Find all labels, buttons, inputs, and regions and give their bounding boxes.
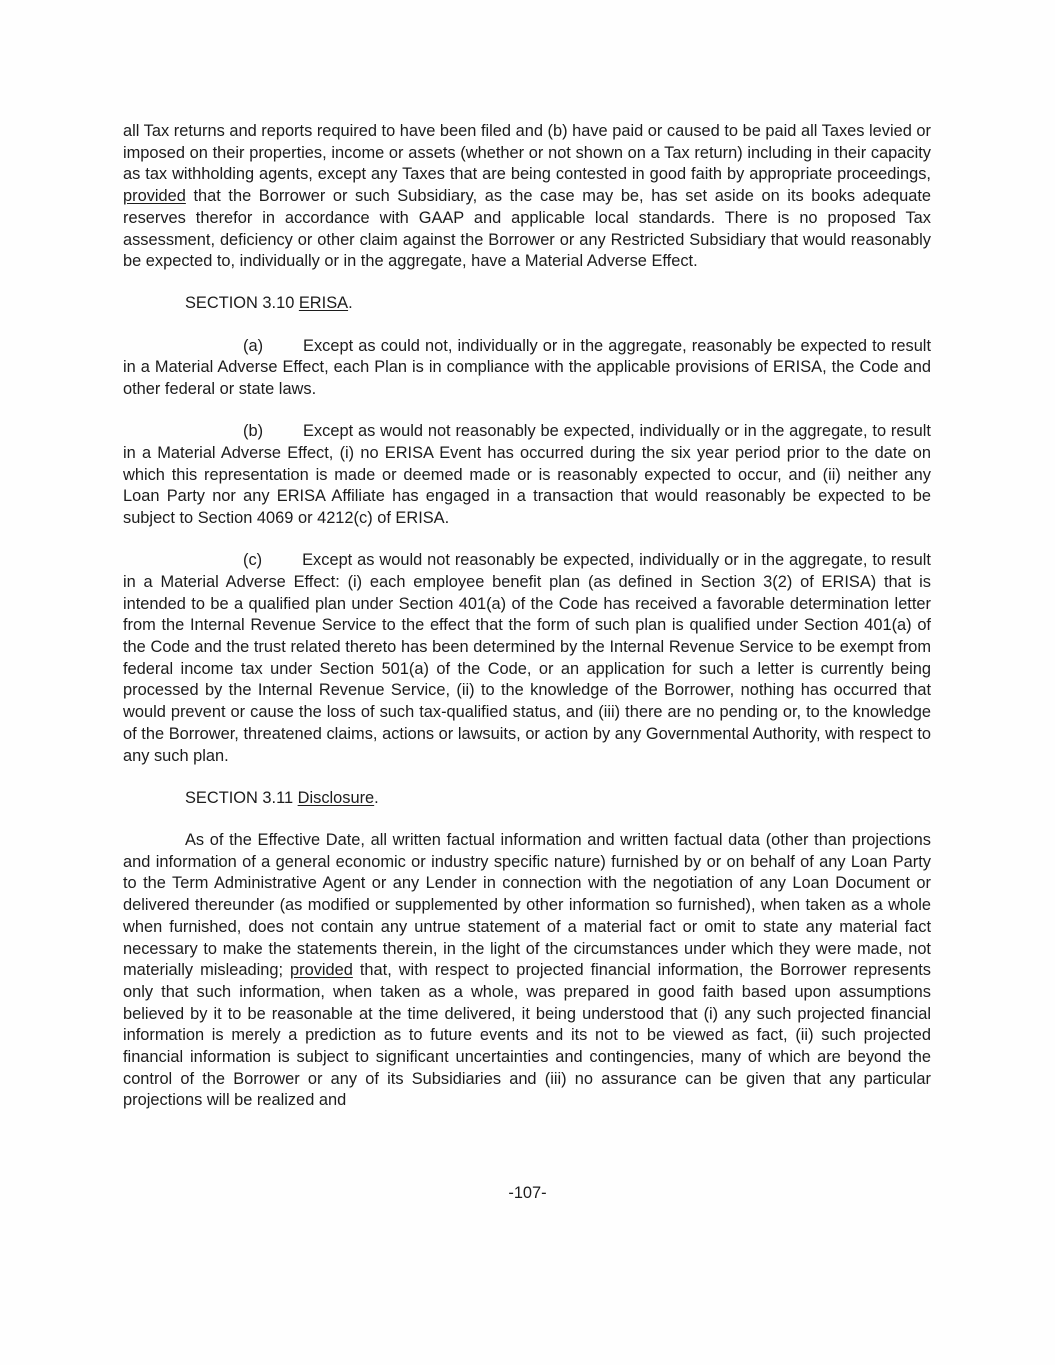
underlined-term: ERISA	[298, 294, 349, 313]
section-3-10-heading	[123, 293, 931, 315]
clause-a	[123, 336, 931, 401]
page-footer	[0, 1183, 1055, 1205]
text-run: As of the Effective Date, all written factual information and written factual data (other than projections and information of a general economic or industry specific nature) furnished by or on behalf of any Loan Party to the Term Administrative Agent or any Lender in connection with the negotiation of any Loan Document or delivered thereunder (as modified or supplemented by other information so furnished), when taken as a whole when furnished, does not contain any untrue statement of a material fact or omit to state any material fact necessary to make the statements therein, in the light of the circumstances under which they were made, not materially misleading;	[123, 830, 931, 980]
text-run: that the Borrower or such Subsidiary, as the case may be, has set aside on its books adequate reserves therefor in accordance with GAAP and applicable local standards. There is no proposed Tax assessment, deficiency or other claim against the Borrower or any Restricted Subsidiary that would reasonably be expected to, individually or in the aggregate, have a Material Adverse Effect.	[123, 187, 931, 271]
text-run: .	[348, 294, 353, 313]
underlined-term: Disclosure	[297, 788, 375, 807]
document-body	[123, 121, 931, 1133]
clause-label: (b)	[243, 422, 264, 441]
underlined-term: provided	[123, 187, 186, 206]
text-run: SECTION 3.10	[185, 294, 299, 313]
clause-label: (a)	[243, 336, 264, 355]
text-run: Except as would not reasonably be expected, individually or in the aggregate, to result in a Material Adverse Effect: (i) each employee benefit plan (as defined in Section 3(2) of ERISA) that is intended to be a qualified plan under Section 401(a) of the Code has received a favorable determination letter from the Internal Revenue Service to the effect that the form of such plan is qualified under Section 401(a) of the Code and the trust related thereto has been determined by the Internal Revenue Service to be exempt from federal income tax under Section 501(a) of the Code, or an application for such a letter is currently being processed by the Internal Revenue Service, (ii) to the knowledge of the Borrower, nothing has occurred that would prevent or cause the loss of such tax-qualified status, and (iii) there are no pending or, to the knowledge of the Borrower, threatened claims, actions or lawsuits, or action by any Governmental Authority, with respect to any such plan.	[123, 551, 931, 765]
page-number: -107-	[508, 1184, 547, 1202]
text-run: Except as could not, individually or in the aggregate, reasonably be expected to result in a Material Adverse Effect, each Plan is in compliance with the applicable provisions of ERISA, the Code and other federal or state laws.	[123, 336, 931, 399]
clause-c	[123, 550, 931, 767]
clause-label: (c)	[243, 551, 263, 570]
section-3-11-heading	[123, 788, 931, 810]
text-run: .	[374, 788, 379, 807]
text-run: all Tax returns and reports required to have been filed and (b) have paid or caused to be paid all Taxes levied or imposed on their properties, income or assets (whether or not shown on a Tax return) including in their capacity as tax withholding agents, except any Taxes that are being contested in good faith by appropriate proceedings,	[123, 122, 931, 184]
text-run: Except as would not reasonably be expected, individually or in the aggregate, to result in a Material Adverse Effect, (i) no ERISA Event has occurred during the six year period prior to the date on which this representation is made or deemed made or is reasonably expected to occur, and (ii) neither any Loan Party nor any ERISA Affiliate has engaged in a transaction that would reasonably be expected to be subject to Section 4069 or 4212(c) of ERISA.	[123, 422, 931, 528]
underlined-term: provided	[290, 961, 353, 980]
paragraph-disclosure	[123, 830, 931, 1112]
text-run: that, with respect to projected financial information, the Borrower represents only that such information, when taken as a whole, was prepared in good faith based upon assumptions believed by it to be reasonable at the time delivered, it being understood that (i) any such projected financial information is merely a prediction as to future events and its not to be viewed as fact, (ii) such projected financial information is subject to significant uncertainties and contingencies, many of which are beyond the control of the Borrower or any of its Subsidiaries and (iii) no assurance can be given that any particular projections will be realized and	[123, 961, 931, 1110]
paragraph-tax-returns	[123, 121, 931, 273]
text-run: SECTION 3.11	[185, 788, 298, 807]
clause-b	[123, 421, 931, 530]
